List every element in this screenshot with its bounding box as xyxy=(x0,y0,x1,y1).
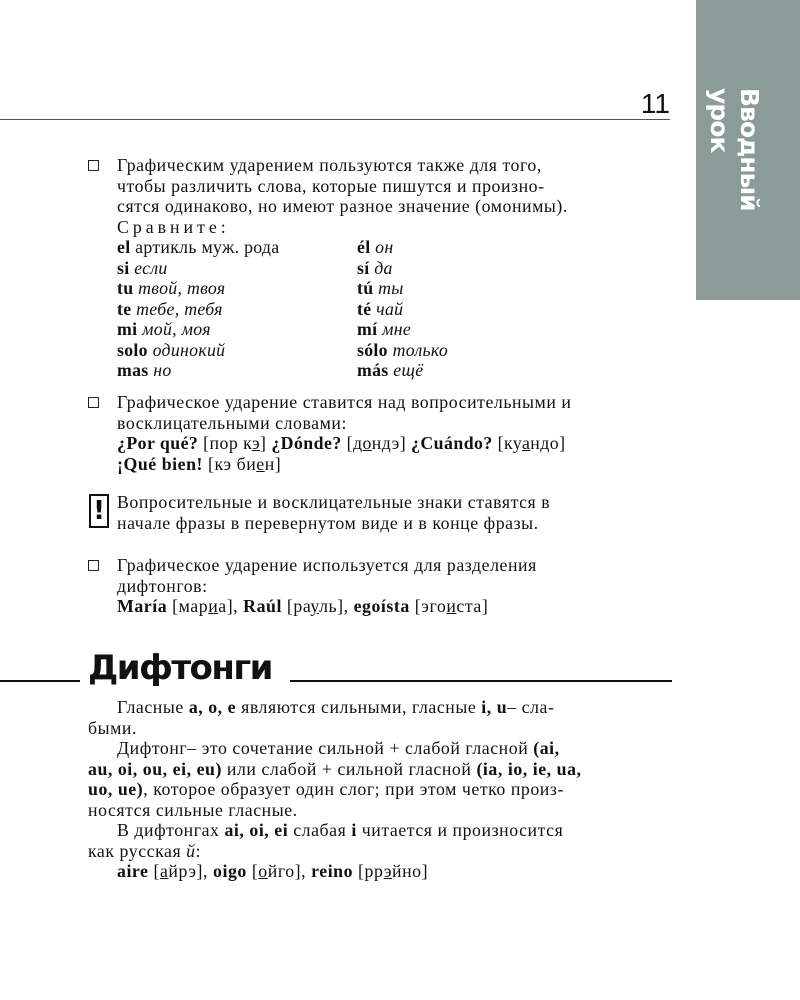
homonym-left: mas но xyxy=(117,360,172,380)
text-line: В дифтонгах ai, oi, ei слабая i читается и произносится xyxy=(117,820,564,840)
rule-question-words xyxy=(88,392,672,474)
homonym-left: el артикль муж. рода xyxy=(117,237,280,257)
text-line: au, oi, ou, ei, eu) или слабой + сильной гласной (ia, io, ie, ua, xyxy=(88,758,582,779)
chapter-tab xyxy=(696,0,800,300)
text-line: Графическое ударение используется для разделения xyxy=(117,555,537,575)
exclamation-icon: ! xyxy=(89,494,109,528)
homonym-left: tu твой, твоя xyxy=(117,278,226,298)
text-line: сятся одинаково, но имеют разное значение (омонимы). xyxy=(117,196,568,216)
section-heading xyxy=(0,648,672,692)
homonym-left: si если xyxy=(117,257,168,278)
header-rule xyxy=(0,119,670,120)
page-number: 11 xyxy=(640,88,670,119)
text-line: Графическим ударением пользуются также для того, xyxy=(117,155,542,175)
examples-line: María [мариа], Raúl [рауль], egoísta [эгоиста] xyxy=(117,596,489,616)
text-line: начале фразы в перевернутом виде и в конце фразы. xyxy=(117,512,539,533)
examples-line: ¡Qué bien! [кэ биен] xyxy=(117,453,282,474)
text-line: Вопросительные и восклицательные знаки ставятся в xyxy=(117,492,551,512)
homonym-right: más ещё xyxy=(357,360,424,380)
chapter-tab-label: Вводный урок xyxy=(705,88,764,211)
homonym-right: mí мне xyxy=(357,319,412,339)
homonym-table xyxy=(117,237,672,381)
homonym-right: sí да xyxy=(357,257,393,278)
text-line: быми. xyxy=(88,717,137,738)
homonym-left: mi мой, моя xyxy=(117,319,211,339)
text-line: дифтонгов: xyxy=(117,575,208,596)
heading-rule-right xyxy=(290,680,672,682)
text-line: Дифтонг– это сочетание сильной + слабой гласной (ai, xyxy=(117,738,560,758)
homonym-left: solo одинокий xyxy=(117,339,226,360)
text-line: носятся сильные гласные. xyxy=(88,799,298,820)
rule-diphthong-separation xyxy=(88,555,672,617)
homonym-right: sólo только xyxy=(357,339,449,360)
text-line: как русская й: xyxy=(88,840,202,861)
examples-line: ¿Por qué? [пор кэ] ¿Dónde? [дондэ] ¿Cuándo? [куандо] xyxy=(117,433,566,453)
heading-rule-left xyxy=(0,680,80,682)
section-title: Дифтонги xyxy=(88,648,272,688)
checkbox-bullet-icon xyxy=(88,560,99,571)
text-line: восклицательными словами: xyxy=(117,412,347,433)
homonym-right: té чай xyxy=(357,298,404,319)
text-line: чтобы различить слова, которые пишутся и произно- xyxy=(117,175,545,196)
rule-homonyms xyxy=(88,155,672,381)
note-block xyxy=(88,492,672,533)
homonym-left: te тебе, тебя xyxy=(117,298,223,319)
checkbox-bullet-icon xyxy=(88,397,99,408)
examples-line: aire [айрэ], oigo [ойго], reino [ррэйно] xyxy=(117,861,429,881)
text-line: Гласные a, o, e являются сильными, гласные i, u– сла- xyxy=(117,697,555,717)
compare-label: Сравните: xyxy=(117,216,230,237)
text-line: uo, ue), которое образует один слог; при этом четко произ- xyxy=(88,779,564,799)
text-line: Графическое ударение ставится над вопросительными и xyxy=(117,392,572,412)
homonym-right: tú ты xyxy=(357,278,404,298)
checkbox-bullet-icon xyxy=(88,160,99,171)
homonym-right: él он xyxy=(357,237,394,257)
section-body xyxy=(88,697,672,882)
